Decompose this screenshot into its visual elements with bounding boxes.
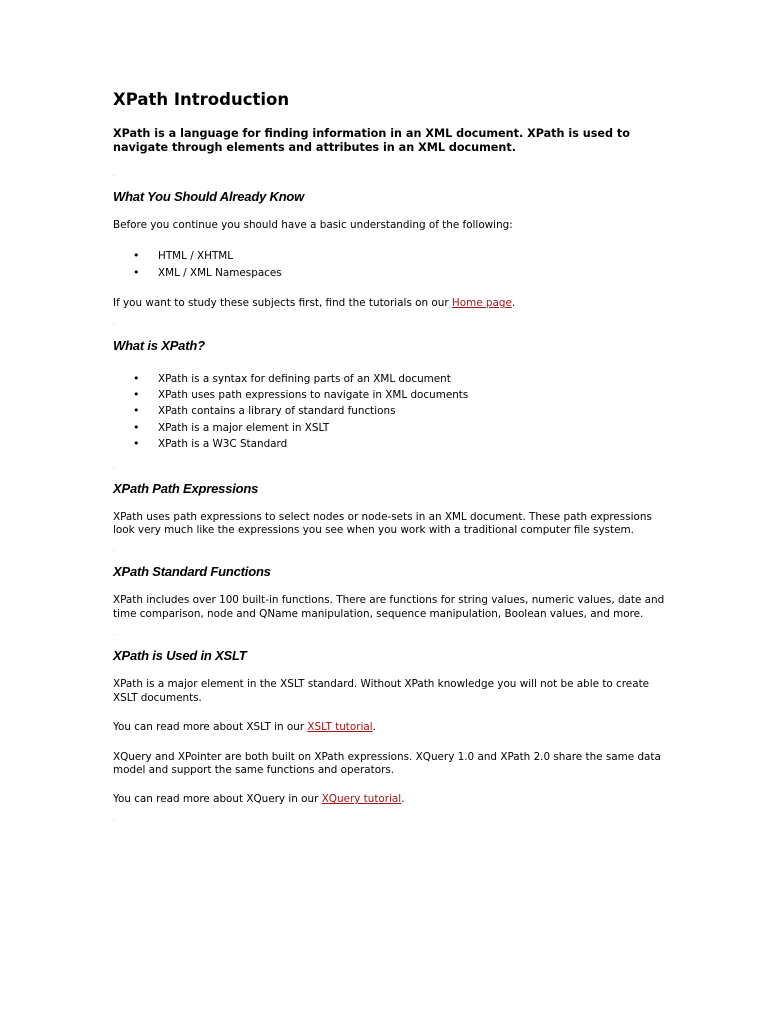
already-know-outro: If you want to study these subjects first, find the tutorials on our Home page. (113, 297, 516, 310)
heading-already-know: What You Should Already Know (113, 189, 305, 204)
prerequisites-list (113, 248, 673, 281)
xslt-read-more: You can read more about XSLT in our XSLT tutorial. (113, 721, 376, 734)
bullet-icon: • (133, 265, 140, 279)
heading-what-is-xpath: What is XPath? (113, 337, 205, 353)
list-item: • XPath is a W3C Standard (113, 436, 673, 452)
xslt-text-2: XQuery and XPointer are both built on XPath expressions. XQuery 1.0 and XPath 2.0 share the same data model and support the same functions and operators. (113, 750, 661, 776)
heading-used-in-xslt: XPath is Used in XSLT (113, 648, 247, 664)
standard-functions-text: XPath includes over 100 built-in functions. There are functions for string values, numeric values, date and time comparison, node and QName manipulation, sequence manipulation, Boolean values, and more. (113, 594, 665, 620)
list-item: • XPath is a major element in XSLT (113, 420, 673, 436)
list-item: • XPath is a syntax for defining parts of an XML document (113, 371, 673, 387)
separator (113, 321, 673, 329)
separator (113, 464, 673, 472)
intro-lead: XPath is a language for finding information in an XML document. XPath is used to navigate through elements and attributes in an XML document. (113, 127, 630, 154)
bullet-icon: • (133, 249, 140, 263)
home-page-link[interactable]: Home page (451, 297, 512, 310)
separator (113, 172, 673, 180)
path-expressions-text: XPath uses path expressions to select nodes or node-sets in an XML document. These path expressions look very much like the expressions you see when you work with a traditional computer file system. (113, 510, 652, 537)
heading-path-expressions: XPath Path Expressions (113, 480, 259, 496)
xslt-tutorial-link[interactable]: XSLT tutorial (307, 721, 373, 734)
xquery-tutorial-link[interactable]: XQuery tutorial (321, 793, 402, 806)
xquery-read-more: You can read more about XQuery in our XQuery tutorial. (113, 793, 405, 806)
list-item: • XML / XML Namespaces (113, 265, 673, 281)
heading-standard-functions: XPath Standard Functions (113, 564, 271, 580)
document-page (113, 89, 673, 825)
separator (113, 817, 673, 825)
separator (113, 631, 673, 639)
bullet-icon: • (133, 388, 140, 402)
bullet-icon: • (133, 371, 140, 385)
list-item: • XPath contains a library of standard functions (113, 403, 673, 419)
list-item: • HTML / XHTML (113, 248, 673, 264)
already-know-intro: Before you continue you should have a basic understanding of the following: (113, 219, 513, 231)
list-item: • XPath uses path expressions to navigate in XML documents (113, 387, 673, 403)
xslt-text-1: XPath is a major element in the XSLT standard. Without XPath knowledge you will not be able to create XSLT documents. (113, 678, 650, 704)
what-is-list (113, 371, 673, 453)
bullet-icon: • (133, 420, 140, 434)
page-title: XPath Introduction (113, 90, 290, 109)
bullet-icon: • (133, 404, 140, 418)
bullet-icon: • (133, 437, 140, 451)
separator (113, 547, 673, 555)
